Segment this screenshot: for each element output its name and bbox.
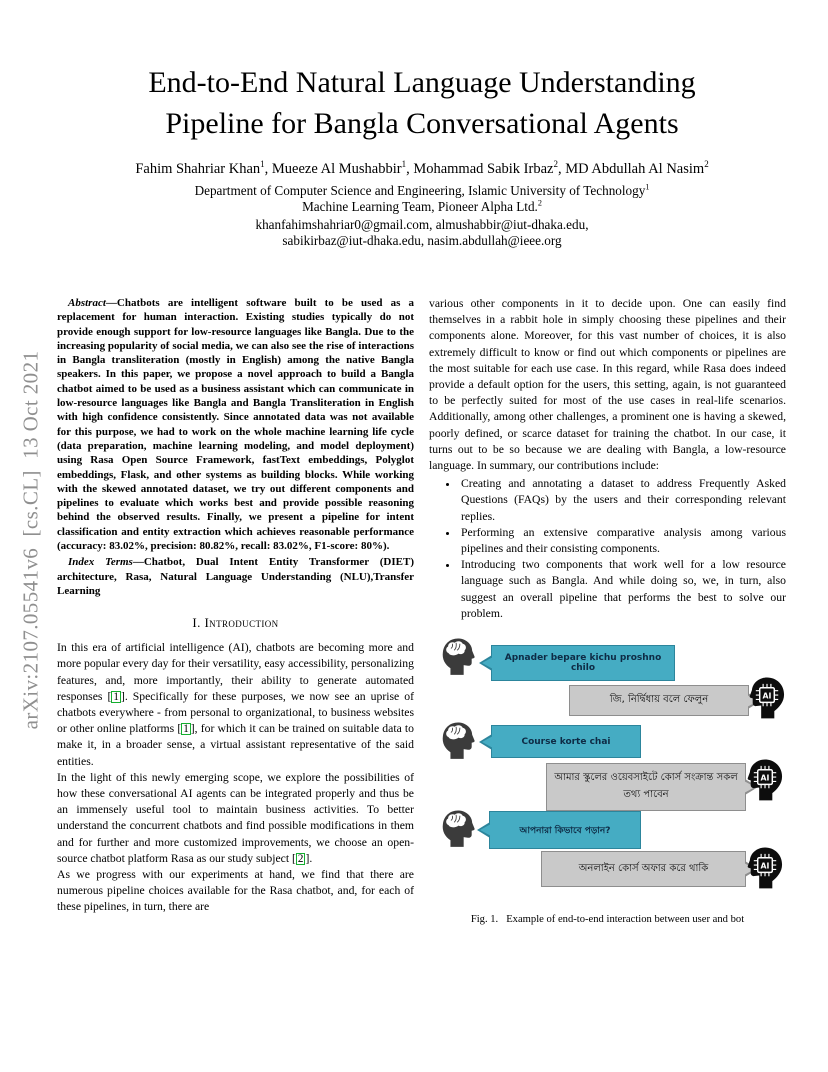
column-right: [429, 296, 786, 925]
citation-link-1[interactable]: 1: [113, 690, 119, 703]
affil-sup: 1: [645, 182, 650, 192]
email-line-1: khanfahimshahriar0@gmail.com, almushabbir@iut-dhaka.edu,: [255, 217, 589, 232]
figure-caption: Fig. 1. Example of end-to-end interaction between user and bot: [470, 914, 745, 926]
arxiv-watermark: arXiv:2107.05541v6 [cs.CL] 13 Oct 2021: [18, 350, 43, 730]
user-brain-head-icon: [441, 721, 475, 759]
chat-bubble-bot: অনলাইন কোর্স অফার করে থাকি: [541, 851, 746, 887]
affiliation-2: Machine Learning Team, Pioneer Alpha Ltd.$^2$: [302, 198, 542, 214]
author-sup: 2: [553, 159, 558, 170]
user-brain-head-icon: [441, 809, 475, 847]
chat-bubble-bot: আমার স্কুলের ওয়েবসাইটে কোর্স সংক্রান্ত সকল তথ্য পাবেন: [546, 763, 746, 811]
paper-page: [57, 0, 787, 925]
abstract-lead: Abstract: [68, 297, 106, 309]
contribution-item: • Creating and annotating a dataset to address Frequently Asked Questions (FAQs) by the users and their corresponding relevant replies.: [459, 476, 786, 525]
intro-paragraph-2: In the light of this newly emerging scope, we explore the possibilities of how these conversational AI agents can be integrated properly and thus be an immensely useful tool to maintain business activities. To better understand the concurrent chatbots and find possible modifications in them and for further and more customized improvements, we choose an open-source chatbot platform Rasa as our study subject [ 2 ].: [57, 770, 414, 865]
two-column-body: [57, 296, 787, 925]
index-terms: Index Terms—Chatbot, Dual Intent Entity Transformer (DIET) architecture, Rasa, Natural Language Understanding (NLU),Transfer Learning: [57, 556, 414, 597]
author-name: Mohammad Sabik Irbaz: [413, 161, 554, 177]
chat-bubble-user: Course korte chai: [491, 725, 641, 758]
column-left: [57, 296, 414, 916]
citation-link-1b[interactable]: 1: [183, 723, 189, 736]
figure-1-chat-diagram: [441, 635, 786, 897]
chat-bubble-bot: জি, নির্দ্বিধায় বলে ফেলুন: [569, 685, 749, 716]
affiliation-1: Department of Computer Science and Engineering, Islamic University of Technology$^1$: [194, 182, 650, 198]
bot-ai-head-icon: [749, 675, 786, 719]
author-name: MD Abdullah Al Nasim: [565, 161, 705, 177]
intro-paragraph-3: As we progress with our experiments at hand, we find that there are numerous pipeline choices available for the Rasa chatbot, and, for each of these pipelines, in turn, there are: [57, 868, 414, 914]
abstract-paragraph: Abstract—Chatbots are intelligent software built to be used as a replacement for human interaction. Existing studies typically do not provide enough support for low-resource languages like Bangla. Due to the increasing popularity of social media, we can also see the rise of interactions in Bangla transliteration (mostly in English) among the native Bangla speakers. In this paper, we propose a novel approach to build a Bangla chatbot aimed to be used as a business assistant which can communicate in low-resource languages like Bangla and Bangla Transliteration in English with high confidence consistently. Since annotated data was not available for this purpose, we had to work on the whole machine learning life cycle (data preparation, machine learning modeling, and model deployment) using Rasa Open Source Framework, fastText embeddings, Polyglot embeddings, Flask, and other systems as building blocks. While working with the skewed annotated dataset, we try out different components and pipelines to evaluate which works best and provide possible reasoning behind the observed results. Finally, we present a pipeline for intent classification and entity extraction which achieves reasonable performance (accuracy: 83.02%, precision: 80.82%, recall: 83.02%, F1-score: 80%).: [57, 297, 414, 553]
author-name: Mueeze Al Mushabbir: [271, 161, 402, 177]
section-heading-introduction: I. Introduction: [192, 615, 279, 631]
bot-ai-head-icon: [747, 845, 784, 889]
chat-bubble-user: Apnader bepare kichu proshno chilo: [491, 645, 675, 681]
contribution-item: • Introducing two components that work well for a low resource language such as Bangla. And while doing so, we, in turn, also suggest an overall pipeline that performs the best to solve our problem.: [459, 557, 786, 622]
index-terms-lead: Index Terms: [68, 556, 133, 569]
contribution-item: • Performing an extensive comparative analysis among various pipelines and their consisting components.: [459, 525, 786, 557]
bot-ai-head-icon: [747, 757, 784, 801]
title-line-2: Pipeline for Bangla Conversational Agents: [165, 107, 679, 140]
author-sup: 1: [260, 159, 265, 170]
title-line-1: End-to-End Natural Language Understanding: [148, 66, 696, 99]
intro-paragraph-1: In this era of artificial intelligence (AI), chatbots are becoming more and more popular every day for their versatility, easy accessibility, personalizing features, and, more importantly, their ability to generate automated responses [ 1 ]. Specifically for these purposes, we now see an uprise of chatbots everywhere - from personal to organizational, to business websites or other online platforms [ 1 ], for which it can be trained on suitable data to make it, in a broader sense, a virtual assistant representative of the said entities.: [57, 641, 414, 768]
figure-label: Fig. 1.: [470, 914, 499, 926]
contributions-list: [429, 476, 786, 622]
chat-bubble-user: আপনারা কিভাবে পড়ান?: [489, 811, 641, 849]
email-line-2: sabikirbaz@iut-dhaka.edu, nasim.abdullah@ieee.org: [282, 233, 562, 248]
authors-line: Fahim Shahriar Khan$^1$, Mueeze Al Mushabbir$^1$, Mohammad Sabik Irbaz$^2$, MD Abdullah Al Nasim$^2$: [135, 159, 709, 177]
author-sup: 1: [401, 159, 407, 170]
contributions-paragraph: various other components in it to decide upon. One can easily find themselves in a rabbit hole in simply choosing these pipelines and their components alone. Moreover, for this vast number of choices, it is also extremely difficult to know or find out which components or pipelines are the most suitable for each use case. In this regard, while Rasa does indeed provide a default option for the users, this setting, again, is not guaranteed to be perfectly suited for most of the use cases in real-life scenarios. Additionally, among other challenges, a prominent one is having a skewed, poorly defined, or scarce dataset for training the chatbot. In our case, it turns out to be so because we are dealing with Bangla, a low-resource language. In summary, our contributions include:: [429, 297, 786, 473]
author-name: Fahim Shahriar Khan: [135, 161, 261, 177]
author-sup: 2: [704, 159, 709, 170]
paper-title: [57, 0, 787, 144]
affil-sup: 2: [537, 198, 542, 208]
user-brain-head-icon: [441, 637, 475, 675]
citation-link-2[interactable]: 2: [297, 852, 304, 865]
